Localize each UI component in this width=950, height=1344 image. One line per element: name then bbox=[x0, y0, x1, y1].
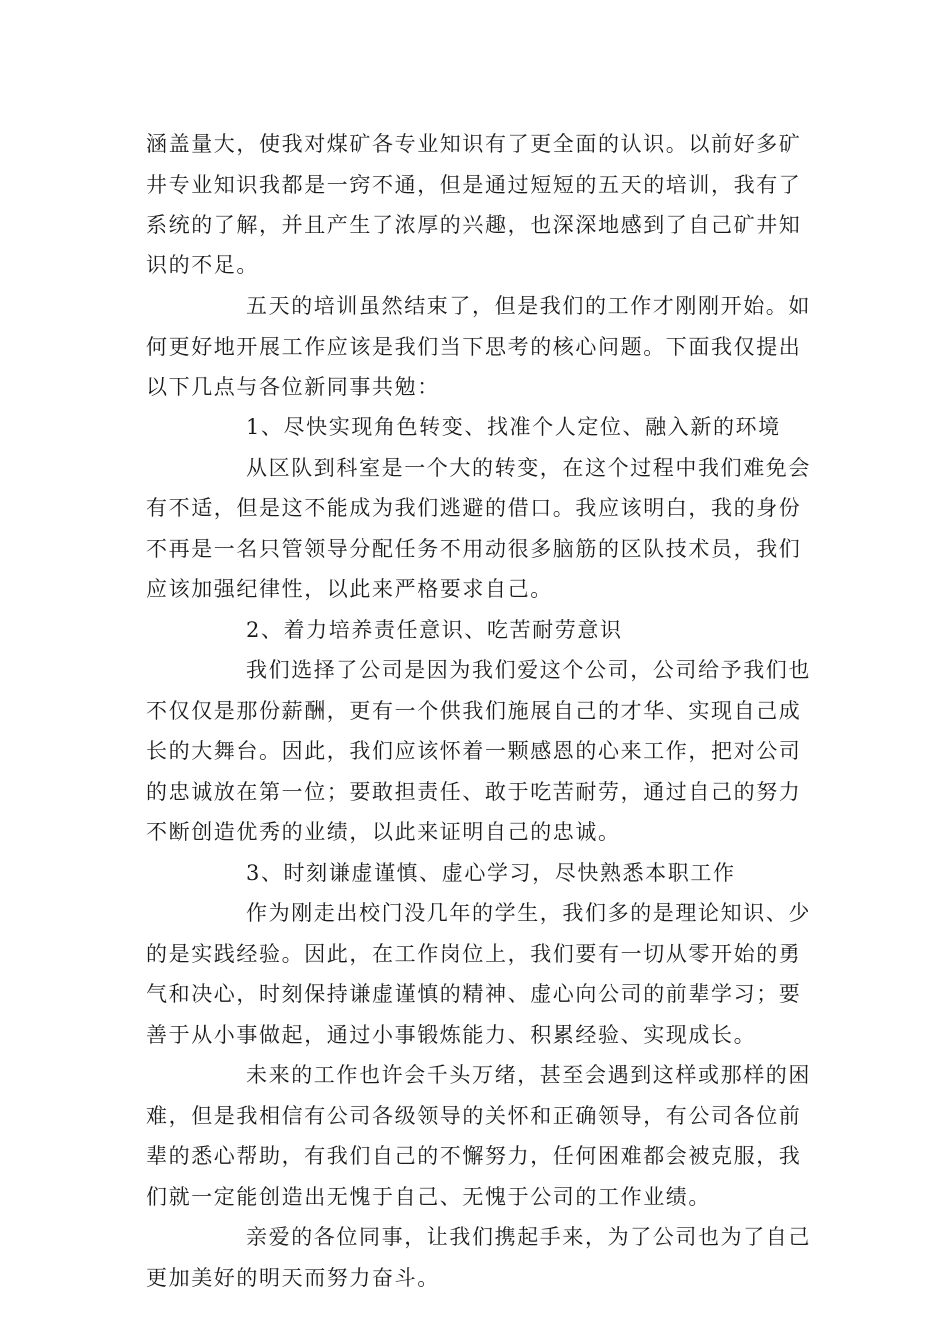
text-line: 难，但是我相信有公司各级领导的关怀和正确领导，有公司各位前 bbox=[146, 1104, 802, 1128]
text-line: 亲爱的各位同事，让我们携起手来，为了公司也为了自己 bbox=[246, 1225, 811, 1249]
section-heading: 2、着力培养责任意识、吃苦耐劳意识 bbox=[246, 618, 623, 642]
text-line: 涵盖量大，使我对煤矿各专业知识有了更全面的认识。以前好多矿 bbox=[146, 132, 802, 156]
text-line: 井专业知识我都是一窍不通，但是通过短短的五天的培训，我有了 bbox=[146, 173, 802, 197]
text-line: 的忠诚放在第一位；要敢担责任、敢于吃苦耐劳，通过自己的努力 bbox=[146, 780, 802, 804]
text-line: 何更好地开展工作应该是我们当下思考的核心问题。下面我仅提出 bbox=[146, 335, 802, 359]
text-line: 作为刚走出校门没几年的学生，我们多的是理论知识、少 bbox=[246, 901, 811, 925]
text-line: 从区队到科室是一个大的转变，在这个过程中我们难免会 bbox=[246, 456, 811, 480]
text-line: 应该加强纪律性，以此来严格要求自己。 bbox=[146, 577, 553, 601]
text-line: 不断创造优秀的业绩，以此来证明自己的忠诚。 bbox=[146, 820, 621, 844]
text-line: 五天的培训虽然结束了，但是我们的工作才刚刚开始。如 bbox=[246, 294, 811, 318]
text-line: 以下几点与各位新同事共勉： bbox=[146, 375, 440, 399]
text-line: 不再是一名只管领导分配任务不用动很多脑筋的区队技术员，我们 bbox=[146, 537, 802, 561]
text-line: 系统的了解，并且产生了浓厚的兴趣，也深深地感到了自己矿井知 bbox=[146, 213, 802, 237]
text-line: 识的不足。 bbox=[146, 253, 259, 277]
text-line: 的是实践经验。因此，在工作岗位上，我们要有一切从零开始的勇 bbox=[146, 942, 802, 966]
text-line: 长的大舞台。因此，我们应该怀着一颗感恩的心来工作，把对公司 bbox=[146, 739, 802, 763]
text-line: 更加美好的明天而努力奋斗。 bbox=[146, 1266, 440, 1290]
section-heading: 3、时刻谦虚谨慎、虚心学习，尽快熟悉本职工作 bbox=[246, 861, 736, 885]
text-line: 气和决心，时刻保持谦虚谨慎的精神、虚心向公司的前辈学习；要 bbox=[146, 982, 802, 1006]
text-line: 善于从小事做起，通过小事锻炼能力、积累经验、实现成长。 bbox=[146, 1023, 757, 1047]
text-line: 未来的工作也许会千头万绪，甚至会遇到这样或那样的困 bbox=[246, 1063, 811, 1087]
text-line: 不仅仅是那份薪酬，更有一个供我们施展自己的才华、实现自己成 bbox=[146, 699, 802, 723]
text-line: 辈的悉心帮助，有我们自己的不懈努力，任何困难都会被克服，我 bbox=[146, 1144, 802, 1168]
text-line: 们就一定能创造出无愧于自己、无愧于公司的工作业绩。 bbox=[146, 1185, 711, 1209]
text-line: 有不适，但是这不能成为我们逃避的借口。我应该明白，我的身份 bbox=[146, 496, 802, 520]
text-line: 我们选择了公司是因为我们爱这个公司，公司给予我们也 bbox=[246, 658, 811, 682]
section-heading: 1、尽快实现角色转变、找准个人定位、融入新的环境 bbox=[246, 415, 781, 439]
